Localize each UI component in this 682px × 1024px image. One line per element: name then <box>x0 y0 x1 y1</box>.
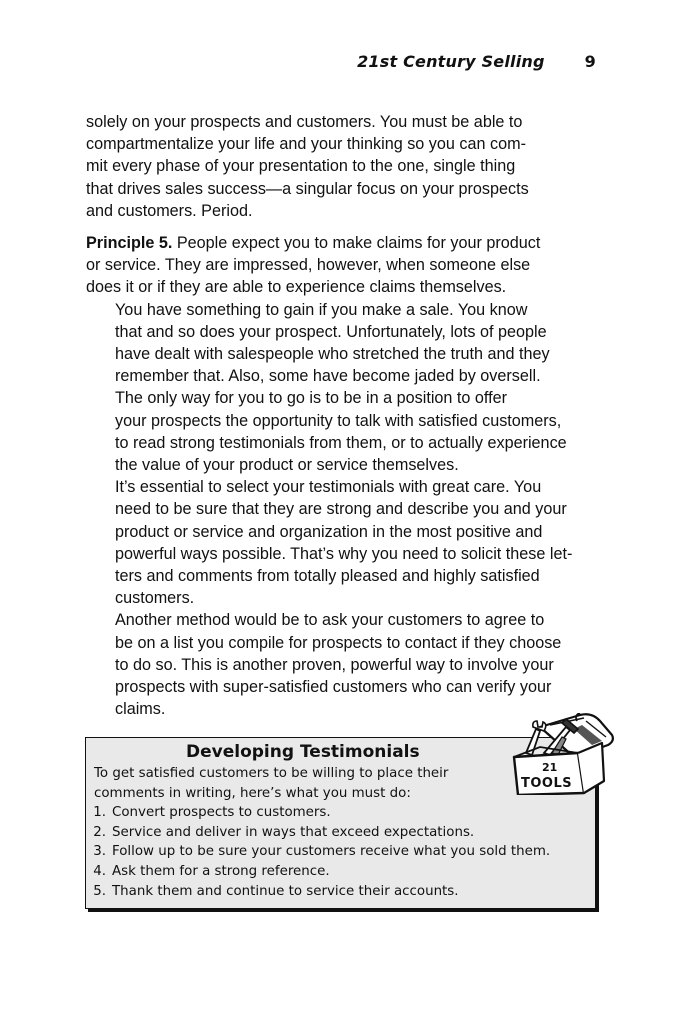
principle-text: People expect you to make claims for your product <box>172 234 541 253</box>
page-number: 9 <box>584 52 596 71</box>
text-line: remember that. Also, some have become jaded by oversell. <box>115 367 541 386</box>
text-line: comments in writing, here’s what you must do: <box>94 785 411 801</box>
step-number: 1. <box>93 805 106 820</box>
text-line: It’s essential to select your testimonials with great care. You <box>115 478 542 497</box>
text-line: and customers. Period. <box>86 201 253 220</box>
toolbox-label: TOOLS <box>521 776 573 791</box>
step-text: Thank them and continue to service their accounts. <box>112 883 459 899</box>
text-line: your prospects the opportunity to talk with satisfied customers, <box>115 411 562 430</box>
body-text <box>86 111 598 720</box>
principle-label: Principle 5. <box>86 234 173 253</box>
text-line: does it or if they are able to experience claims themselves. <box>86 278 507 297</box>
text-line: Another method would be to ask your customers to agree to <box>115 611 545 630</box>
text-line: claims. <box>115 700 166 719</box>
text-line: To get satisfied customers to be willing to place their <box>94 766 449 781</box>
text-line: powerful ways possible. That’s why you need to solicit these let- <box>115 544 573 563</box>
text-line: need to be sure that they are strong and describe you and your <box>115 500 567 519</box>
running-title: 21st Century Selling <box>357 52 545 71</box>
list-item <box>86 882 550 902</box>
list-item <box>86 862 550 882</box>
text-line: You have something to gain if you make a sale. You know <box>115 300 528 319</box>
text-line: or service. They are impressed, however, when someone else <box>86 256 531 275</box>
paragraph <box>86 387 598 476</box>
text-line: The only way for you to go is to be in a position to offer <box>115 389 508 408</box>
text-line: product or service and organization in the most positive and <box>115 522 543 541</box>
step-text: Ask them for a strong reference. <box>112 864 330 880</box>
running-head <box>0 52 596 71</box>
text-line: to read strong testimonials from them, or to actually experience <box>115 433 567 452</box>
steps-list <box>86 803 550 902</box>
paragraph-continued <box>86 111 598 222</box>
toolbox-icon <box>504 713 616 795</box>
text-line: mit every phase of your presentation to the one, single thing <box>86 157 516 176</box>
tool-box-title: Developing Testimonials <box>186 742 420 762</box>
text-line: prospects with super-satisfied customers who can verify your <box>115 678 552 697</box>
list-item <box>86 803 550 823</box>
toolbox-number: 21 <box>542 761 558 774</box>
step-number: 3. <box>93 844 106 860</box>
step-number: 2. <box>93 824 106 840</box>
text-line: customers. <box>115 589 195 608</box>
tool-box-intro <box>94 764 514 803</box>
text-line: to do so. This is another proven, powerful way to involve your <box>115 655 554 674</box>
step-text: Convert prospects to customers. <box>112 805 331 820</box>
text-line: solely on your prospects and customers. You must be able to <box>86 113 523 131</box>
step-text: Follow up to be sure your customers receive what you sold them. <box>112 844 551 860</box>
text-line: compartmentalize your life and your thinking so you can com- <box>86 135 526 154</box>
paragraph <box>86 609 598 720</box>
text-line <box>86 232 598 254</box>
paragraph-principle-5 <box>86 232 598 299</box>
step-number: 5. <box>93 883 106 899</box>
text-line: that drives sales success—a singular focus on your prospects <box>86 179 529 198</box>
paragraph <box>86 299 598 388</box>
text-line: that and so does your prospect. Unfortunately, lots of people <box>115 322 547 341</box>
step-text: Service and deliver in ways that exceed expectations. <box>112 824 475 840</box>
list-item <box>86 823 550 843</box>
text-line: ters and comments from totally pleased and highly satisfied <box>115 567 540 586</box>
list-item <box>86 842 550 862</box>
text-line: have dealt with salespeople who stretched the truth and they <box>115 345 550 364</box>
paragraph <box>86 476 598 609</box>
text-line: be on a list you compile for prospects to contact if they choose <box>115 633 562 652</box>
step-number: 4. <box>93 864 106 880</box>
text-line: the value of your product or service themselves. <box>115 456 459 475</box>
